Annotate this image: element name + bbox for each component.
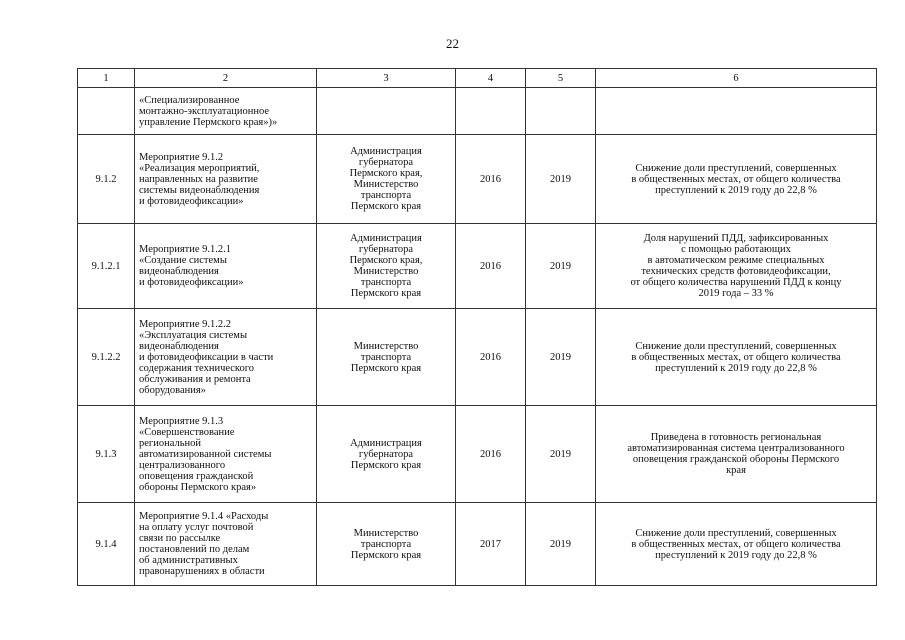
table-row	[78, 135, 877, 224]
table-row	[78, 224, 877, 309]
item-name	[135, 503, 317, 586]
item-number: 9.1.3	[78, 406, 135, 503]
item-number: 9.1.2	[78, 135, 135, 224]
table-row	[78, 503, 877, 586]
item-result	[596, 406, 877, 503]
column-header: 5	[526, 69, 596, 88]
item-result	[596, 503, 877, 586]
item-executor	[317, 135, 456, 224]
column-header: 3	[317, 69, 456, 88]
item-name	[135, 88, 317, 135]
item-year-end: 2019	[526, 135, 596, 224]
item-result-text: Снижение доли преступлений, совершенных в общественных местах, от общего количества преступлений к 2019 году до 22,8 %	[631, 527, 841, 561]
item-result-text: Приведена в готовность региональная автоматизированная система централизованного оповещения гражданской обороны Пермского края	[627, 432, 845, 476]
item-result-text: Доля нарушений ПДД, зафиксированных с помощью работающих в автоматическом режиме специальных технических средств фотовидеофиксации, от общего количества нарушений ПДД к концу 2019 года – 33 %	[630, 233, 842, 299]
item-executor	[317, 309, 456, 406]
item-result	[596, 135, 877, 224]
item-result-text: Снижение доли преступлений, совершенных в общественных местах, от общего количества преступлений к 2019 году до 22,8 %	[631, 340, 841, 374]
item-year-start: 2017	[456, 503, 526, 586]
item-year-start: 2016	[456, 309, 526, 406]
item-executor	[317, 88, 456, 135]
column-header: 2	[135, 69, 317, 88]
item-name-text: Мероприятие 9.1.3 «Совершенствование региональной автоматизированной системы централизованного оповещения гражданской обороны Пермского края»	[139, 415, 272, 493]
item-year-end	[526, 88, 596, 135]
item-year-start	[456, 88, 526, 135]
item-name	[135, 224, 317, 309]
activities-table	[77, 68, 877, 586]
item-result	[596, 309, 877, 406]
table-row	[78, 406, 877, 503]
item-executor	[317, 224, 456, 309]
item-executor-text: Министерство транспорта Пермского края	[350, 527, 422, 561]
item-executor-text: Администрация губернатора Пермского края, Министерство транспорта Пермского края	[349, 233, 423, 299]
item-executor-text: Администрация губернатора Пермского края	[350, 437, 422, 471]
column-header: 1	[78, 69, 135, 88]
item-executor	[317, 406, 456, 503]
column-header: 6	[596, 69, 877, 88]
table-header-row	[78, 69, 877, 88]
item-name-text: Мероприятие 9.1.4 «Расходы на оплату услуг почтовой связи по рассылке постановлений по делам об административных правонарушениях в области	[139, 511, 269, 577]
item-executor-text: Администрация губернатора Пермского края, Министерство транспорта Пермского края	[349, 146, 423, 212]
item-result-text: Снижение доли преступлений, совершенных в общественных местах, от общего количества преступлений к 2019 году до 22,8 %	[631, 162, 841, 196]
item-name	[135, 406, 317, 503]
item-result	[596, 88, 877, 135]
item-executor	[317, 503, 456, 586]
item-name	[135, 135, 317, 224]
item-year-end: 2019	[526, 224, 596, 309]
item-executor-text: Министерство транспорта Пермского края	[350, 340, 422, 374]
item-number	[78, 88, 135, 135]
item-number: 9.1.2.1	[78, 224, 135, 309]
item-name-text: Мероприятие 9.1.2 «Реализация мероприятий, направленных на развитие системы видеонаблюдения и фотовидеофиксации»	[139, 151, 260, 207]
page-number: 22	[446, 36, 459, 51]
column-header: 4	[456, 69, 526, 88]
item-number: 9.1.2.2	[78, 309, 135, 406]
item-number: 9.1.4	[78, 503, 135, 586]
item-name	[135, 309, 317, 406]
item-year-end: 2019	[526, 406, 596, 503]
item-result	[596, 224, 877, 309]
item-year-end: 2019	[526, 503, 596, 586]
item-year-start: 2016	[456, 135, 526, 224]
item-name-text: Мероприятие 9.1.2.1 «Создание системы видеонаблюдения и фотовидеофиксации»	[139, 244, 244, 288]
item-year-end: 2019	[526, 309, 596, 406]
table-row	[78, 309, 877, 406]
item-name-text: Мероприятие 9.1.2.2 «Эксплуатация системы видеонаблюдения и фотовидеофиксации в части содержания технического обслуживания и ремонта оборудования»	[139, 318, 274, 396]
item-name-text: «Специализированное монтажно-эксплуатационное управление Пермского края»)»	[139, 94, 278, 128]
item-year-start: 2016	[456, 224, 526, 309]
item-year-start: 2016	[456, 406, 526, 503]
table-row	[78, 88, 877, 135]
